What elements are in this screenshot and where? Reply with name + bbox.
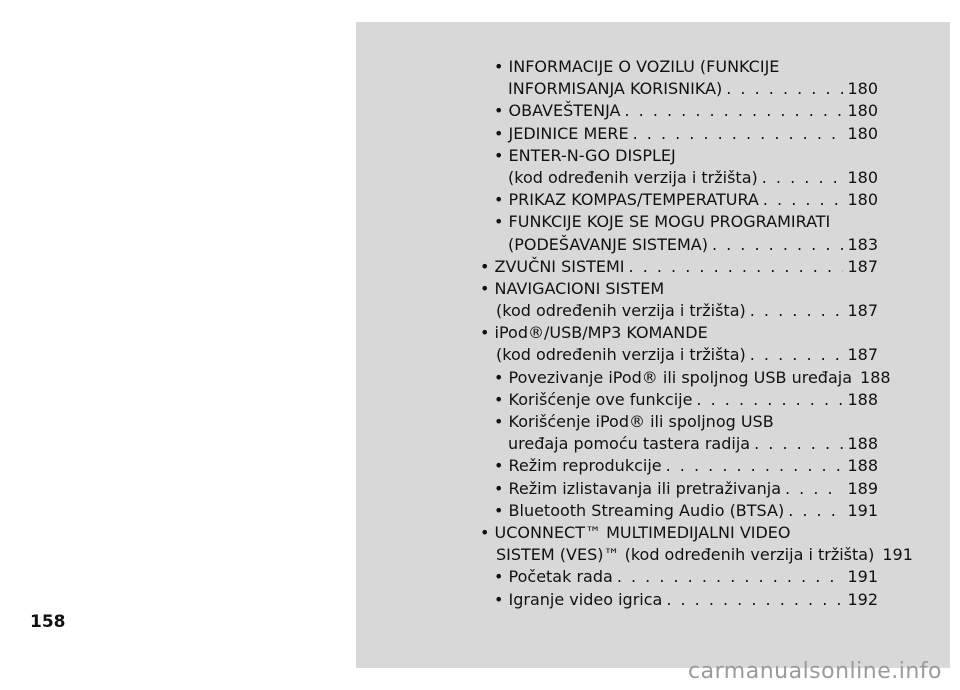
toc-entry[interactable] (480, 478, 878, 500)
toc-entry[interactable] (480, 123, 878, 145)
toc-leader-dots (712, 234, 844, 256)
toc-entry-page: 187 (847, 301, 878, 321)
toc-entry-title: • ENTER-N-GO DISPLEJ (494, 145, 676, 165)
toc-entry[interactable] (480, 344, 878, 366)
toc-leader-dots (754, 433, 843, 455)
toc-entry-title: • Bluetooth Streaming Audio (BTSA) (494, 500, 785, 520)
toc-entry-page: 189 (847, 478, 878, 498)
toc-leader-dots (750, 300, 844, 322)
toc-entry[interactable] (480, 56, 878, 78)
toc-entry[interactable] (480, 389, 878, 411)
toc-entry-page: 187 (847, 256, 878, 276)
toc-leader-dots (696, 389, 843, 411)
toc-entry[interactable] (480, 544, 913, 566)
toc-entry-title: • ZVUČNI SISTEMI (480, 256, 625, 276)
toc-entry[interactable] (480, 589, 878, 611)
toc-entry-title: • Režim reprodukcije (494, 456, 662, 476)
toc-entry[interactable] (480, 167, 878, 189)
toc-entry-title: • Igranje video igrica (494, 589, 663, 609)
toc-entry[interactable] (480, 522, 878, 544)
toc-entry[interactable] (480, 145, 878, 167)
toc-entry[interactable] (480, 411, 878, 433)
toc-entry[interactable] (480, 211, 878, 233)
toc-entry-page: 180 (847, 190, 878, 210)
toc-entry-title: • UCONNECT™ MULTIMEDIJALNI VIDEO (480, 522, 791, 542)
toc-leader-dots (666, 589, 843, 611)
toc-leader-dots (762, 167, 844, 189)
toc-entry-title: INFORMISANJA KORISNIKA) (508, 79, 723, 99)
toc-entry[interactable] (480, 100, 878, 122)
toc-entry-title: uređaja pomoću tastera radija (508, 434, 751, 454)
toc-entry[interactable] (480, 455, 878, 477)
toc-leader-dots (763, 189, 844, 211)
toc-leader-dots (788, 500, 843, 522)
toc-entry-title: (kod određenih verzija i tržišta) (496, 301, 746, 321)
toc-entry-page: 180 (847, 101, 878, 121)
toc-entry[interactable] (480, 300, 878, 322)
toc-entry[interactable] (480, 189, 878, 211)
toc-entry[interactable] (480, 322, 878, 344)
toc-entry-title: • iPod®/USB/MP3 KOMANDE (480, 323, 708, 343)
toc-entry[interactable] (480, 278, 878, 300)
toc-leader-dots (617, 566, 844, 588)
toc-entry[interactable] (480, 234, 878, 256)
toc-entry-title: • INFORMACIJE O VOZILU (FUNKCIJE (494, 57, 780, 76)
toc-entry[interactable] (480, 367, 891, 389)
toc-entry-page: 180 (847, 123, 878, 143)
toc-entry-title: • Korišćenje iPod® ili spoljnog USB (494, 412, 774, 431)
toc-entry-page: 183 (847, 234, 878, 254)
table-of-contents (480, 56, 913, 611)
toc-entry-title: (kod određenih verzija i tržišta) (508, 167, 758, 187)
toc-entry-title: (PODEŠAVANJE SISTEMA) (508, 234, 708, 254)
toc-entry-page: 187 (847, 345, 878, 365)
toc-entry-title: • OBAVEŠTENJA (494, 101, 621, 121)
toc-leader-dots (726, 78, 843, 100)
toc-entry-page: 180 (847, 167, 878, 187)
toc-entry-page: 188 (847, 456, 878, 476)
toc-entry-title: SISTEM (VES)™ (kod određenih verzija i tržišta) (496, 545, 875, 565)
toc-entry[interactable] (480, 433, 878, 455)
toc-leader-dots (624, 100, 843, 122)
toc-entry-title: (kod određenih verzija i tržišta) (496, 345, 746, 365)
toc-entry-page: 191 (882, 545, 913, 565)
toc-entry-title: • Korišćenje ove funkcije (494, 389, 693, 409)
toc-entry[interactable] (480, 78, 878, 100)
toc-entry-page: 180 (847, 79, 878, 99)
toc-entry-title: • PRIKAZ KOMPAS/TEMPERATURA (494, 190, 759, 210)
toc-entry-title: • Povezivanje iPod® ili spoljnog USB uređaja (494, 367, 853, 387)
toc-entry[interactable] (480, 256, 878, 278)
toc-entry-title: • Početak rada (494, 567, 613, 587)
toc-entry-page: 188 (847, 389, 878, 409)
toc-leader-dots (666, 455, 844, 477)
toc-entry-page: 188 (847, 434, 878, 454)
toc-entry-title: • Režim izlistavanja ili pretraživanja (494, 478, 781, 498)
toc-entry[interactable] (480, 500, 878, 522)
toc-entry-title: • FUNKCIJE KOJE SE MOGU PROGRAMIRATI (494, 212, 831, 232)
toc-entry[interactable] (480, 566, 878, 588)
toc-entry-title: • JEDINICE MERE (494, 123, 629, 143)
toc-entry-page: 191 (847, 500, 878, 520)
toc-leader-dots (750, 344, 844, 366)
toc-leader-dots (633, 123, 844, 145)
toc-leader-dots (785, 478, 843, 500)
toc-entry-page: 191 (847, 567, 878, 587)
watermark: carmanualsonline.info (688, 659, 942, 684)
toc-entry-page: 188 (860, 367, 891, 387)
toc-entry-title: • NAVIGACIONI SISTEM (480, 278, 665, 298)
toc-entry-page: 192 (847, 589, 878, 609)
toc-leader-dots (629, 256, 844, 278)
page-number: 158 (30, 612, 66, 632)
